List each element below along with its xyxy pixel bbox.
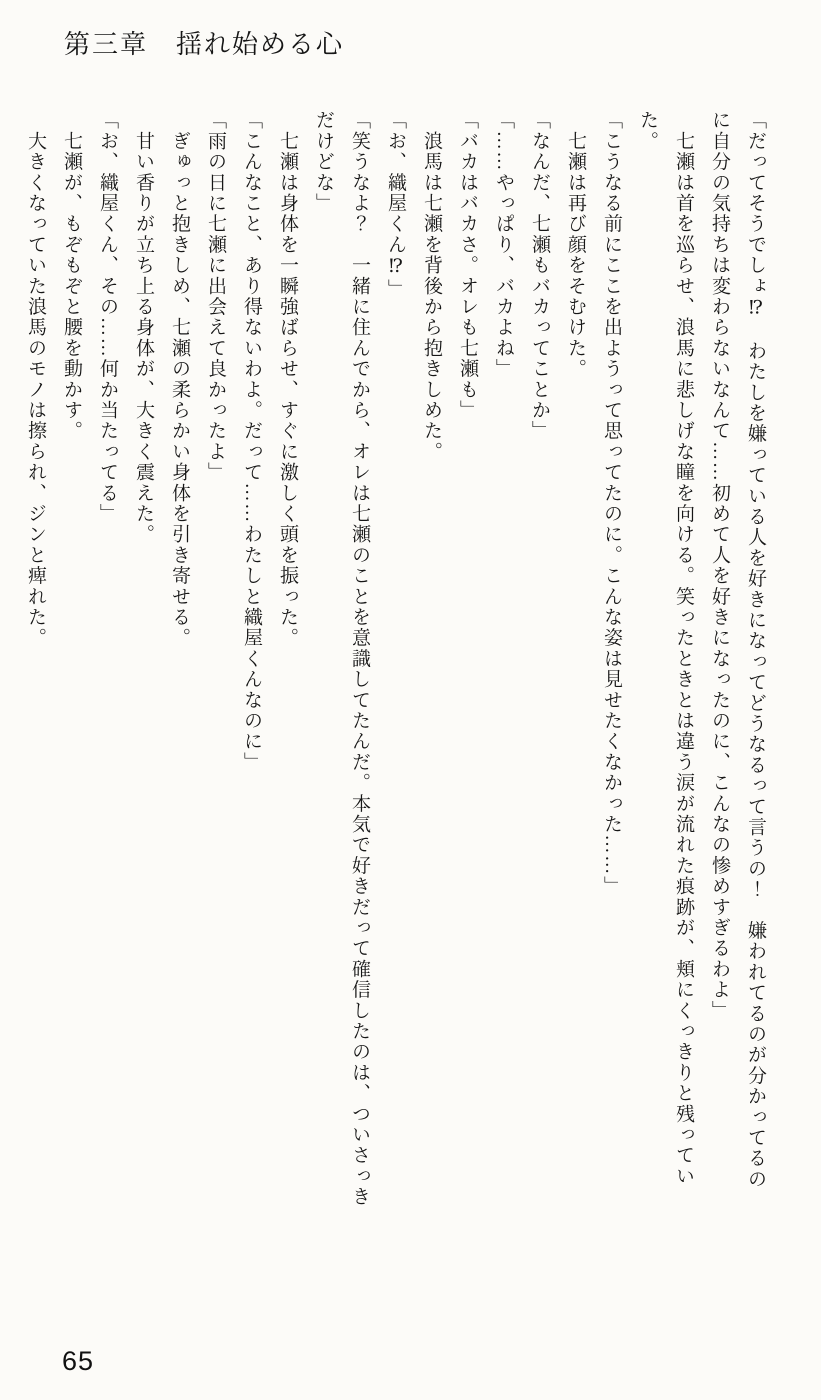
paragraph: 七瀬は首を巡らせ、浪馬に悲しげな瞳を向ける。笑ったときとは違う涙が流れた痕跡が、頬にくっきりと残っていた。 [637, 110, 694, 1187]
paragraph: 七瀬が、もぞもぞと腰を動かす。 [61, 110, 82, 442]
paragraph: 「……やっぱり、バカよね」 [493, 110, 514, 380]
paragraph: 大きくなっていた浪馬のモノは擦られ、ジンと痺れた。 [25, 110, 46, 649]
paragraph: ぎゅっと抱きしめ、七瀬の柔らかい身体を引き寄せる。 [169, 110, 190, 649]
paragraph: 「こうなる前にここを出ようって思ってたのに。こんな姿は見せたくなかった……」 [601, 110, 622, 897]
page-number: 65 [62, 1346, 95, 1376]
paragraph: 「笑うなよ？ 一緒に住んでから、オレは七瀬のことを意識してたんだ。本気で好きだって確信したのは、ついさっきだけどな」 [313, 110, 370, 1208]
paragraph: 「バカはバカさ。オレも七瀬も」 [457, 110, 478, 421]
paragraph: 「こんなこと、あり得ないわよ。だって……わたしと織屋くんなのに」 [241, 110, 262, 773]
paragraph: 浪馬は七瀬を背後から抱きしめた。 [421, 110, 442, 462]
paragraph: 「お、織屋くん、その……何か当たってる」 [97, 110, 118, 524]
paragraph: 甘い香りが立ち上る身体が、大きく震えた。 [133, 110, 154, 545]
paragraph: 「雨の日に七瀬に出会えて良かったよ」 [205, 110, 226, 483]
chapter-heading: 第三章 揺れ始める心 [64, 30, 345, 59]
body-text-vertical [25, 110, 773, 1210]
paragraph: 七瀬は身体を一瞬強ばらせ、すぐに激しく頭を振った。 [277, 110, 298, 649]
paragraph: 「だってそうでしょ⁉ わたしを嫌っている人を好きになってどうなるって言うの！ 嫌われてるのが分かってるのに自分の気持ちは変わらないなんて……初めて人を好きになったのに、こんなの惨めすぎるわよ」 [709, 110, 766, 1190]
paragraph: 「なんだ、七瀬もバカってことか」 [529, 110, 550, 442]
paragraph: 七瀬は再び顔をそむけた。 [565, 110, 586, 380]
paragraph: 「お、織屋くん⁉」 [385, 110, 406, 300]
